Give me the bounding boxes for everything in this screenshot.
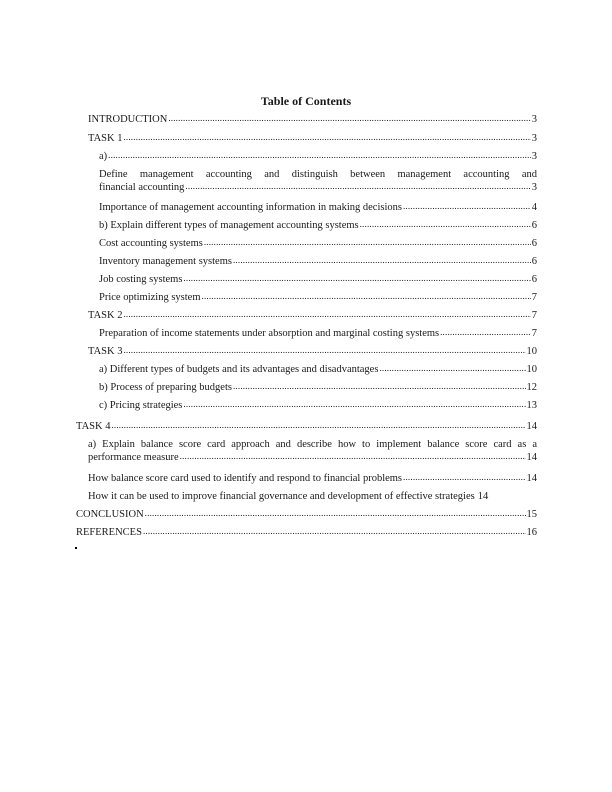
toc-entry-text: b) Process of preparing budgets bbox=[99, 382, 232, 393]
toc-entry-financial-governance[interactable] bbox=[88, 490, 537, 503]
toc-entry-text: Price optimizing system bbox=[99, 292, 201, 303]
toc-entry-text: CONCLUSION bbox=[76, 509, 144, 520]
toc-entry-task-3-a[interactable] bbox=[99, 363, 537, 376]
toc-leader bbox=[183, 272, 530, 285]
toc-entry-task-1-a[interactable] bbox=[99, 150, 537, 163]
toc-entry-price-optimizing-system[interactable] bbox=[99, 291, 537, 304]
toc-entry-inventory-management-systems[interactable] bbox=[99, 255, 537, 268]
toc-entry-text: How balance score card used to identify and respond to financial problems bbox=[88, 473, 403, 484]
toc-entry-preparation-of-income-statements[interactable] bbox=[99, 327, 537, 340]
toc-page-number: 3 bbox=[531, 151, 537, 162]
toc-page-number: 12 bbox=[526, 382, 537, 393]
toc-page-number: 15 bbox=[526, 509, 537, 520]
toc-leader bbox=[360, 218, 531, 231]
toc-entry-text: Cost accounting systems bbox=[99, 238, 203, 249]
toc-leader bbox=[233, 380, 526, 393]
toc-entry-task-3-c[interactable] bbox=[99, 399, 537, 412]
toc-entry-text: Importance of management accounting information in making decisions bbox=[99, 202, 402, 213]
toc-entry-text: REFERENCES bbox=[76, 527, 142, 538]
toc-leader bbox=[440, 326, 531, 339]
toc-leader bbox=[168, 112, 530, 125]
toc-entry-text: Preparation of income statements under absorption and marginal costing systems bbox=[99, 328, 440, 339]
cursor-marker bbox=[75, 547, 77, 549]
toc-leader bbox=[202, 290, 531, 303]
toc-entry-task-3[interactable] bbox=[88, 345, 537, 358]
toc-entry-text: a) Different types of budgets and its advantages and disadvantages bbox=[99, 364, 379, 375]
toc-leader bbox=[185, 180, 530, 193]
toc-page-number: 3 bbox=[531, 114, 537, 125]
toc-entry-define-management-accounting[interactable] bbox=[99, 168, 537, 194]
toc-page-number: 4 bbox=[531, 202, 537, 213]
toc-page-number: 14 bbox=[526, 452, 537, 463]
toc-leader bbox=[403, 471, 525, 484]
toc-entry-text: How it can be used to improve financial governance and development of effective strategies bbox=[88, 491, 475, 502]
toc-entry-task-2[interactable] bbox=[88, 309, 537, 322]
toc-page-number: 10 bbox=[526, 346, 537, 357]
toc-entry-text: TASK 4 bbox=[76, 421, 111, 432]
toc-leader bbox=[204, 236, 531, 249]
toc-entry-job-costing-systems[interactable] bbox=[99, 273, 537, 286]
toc-entry-text-line-1: a) Explain balance score card approach and describe how to implement balance score card as a bbox=[88, 439, 537, 450]
toc-entry-task-1-b[interactable] bbox=[99, 219, 537, 232]
toc-entry-text: a) bbox=[99, 151, 108, 162]
toc-leader bbox=[183, 398, 525, 411]
toc-entry-text: Inventory management systems bbox=[99, 256, 232, 267]
toc-leader bbox=[123, 131, 530, 144]
toc-leader bbox=[123, 344, 525, 357]
toc-page-number: 3 bbox=[531, 133, 537, 144]
toc-page-number: 14 bbox=[477, 491, 489, 502]
toc-page-number: 6 bbox=[531, 256, 537, 267]
toc-entry-text-line-1: Define management accounting and distinguish between management accounting and bbox=[99, 169, 537, 180]
toc-leader bbox=[145, 507, 526, 520]
toc-entry-text: TASK 2 bbox=[88, 310, 123, 321]
toc-page-number: 7 bbox=[531, 310, 537, 321]
toc-leader bbox=[233, 254, 531, 267]
toc-leader bbox=[111, 419, 525, 432]
toc-page-number: 14 bbox=[526, 473, 537, 484]
toc-entry-introduction[interactable] bbox=[88, 113, 537, 126]
toc-page-number: 16 bbox=[526, 527, 537, 538]
toc-page-number: 13 bbox=[526, 400, 537, 411]
toc-page-number: 3 bbox=[531, 182, 537, 193]
toc-entry-text: TASK 3 bbox=[88, 346, 123, 357]
toc-entry-text: TASK 1 bbox=[88, 133, 123, 144]
toc-leader bbox=[379, 362, 525, 375]
toc-leader bbox=[180, 450, 526, 463]
toc-page-number: 6 bbox=[531, 238, 537, 249]
toc-entry-task-1[interactable] bbox=[88, 132, 537, 145]
toc-entry-text: Job costing systems bbox=[99, 274, 183, 285]
toc-leader bbox=[143, 525, 526, 538]
toc-entry-text-line-2: financial accounting bbox=[99, 182, 185, 193]
toc-entry-references[interactable] bbox=[76, 526, 537, 539]
toc-entry-task-3-b[interactable] bbox=[99, 381, 537, 394]
toc-entry-balance-score-card-financial-problems[interactable] bbox=[88, 472, 537, 485]
toc-page-number: 7 bbox=[531, 292, 537, 303]
toc-leader bbox=[108, 149, 531, 162]
toc-leader bbox=[123, 308, 530, 321]
toc-page-number: 6 bbox=[531, 220, 537, 231]
toc-entry-task-4-a[interactable] bbox=[88, 438, 537, 464]
toc-page-number: 10 bbox=[526, 364, 537, 375]
toc-entry-conclusion[interactable] bbox=[76, 508, 537, 521]
toc-entry-text-line-2: performance measure bbox=[88, 452, 179, 463]
toc-entry-text: INTRODUCTION bbox=[88, 114, 168, 125]
toc-entry-cost-accounting-systems[interactable] bbox=[99, 237, 537, 250]
toc-page-number: 7 bbox=[531, 328, 537, 339]
toc-entry-importance-of-management-accounting[interactable] bbox=[99, 201, 537, 214]
toc-leader bbox=[403, 200, 531, 213]
toc-entry-text: c) Pricing strategies bbox=[99, 400, 183, 411]
toc-entry-text: b) Explain different types of management accounting systems bbox=[99, 220, 359, 231]
toc-page-number: 14 bbox=[526, 421, 537, 432]
toc-title: Table of Contents bbox=[260, 94, 352, 108]
toc-entry-task-4[interactable] bbox=[76, 420, 537, 433]
toc-page-number: 6 bbox=[531, 274, 537, 285]
